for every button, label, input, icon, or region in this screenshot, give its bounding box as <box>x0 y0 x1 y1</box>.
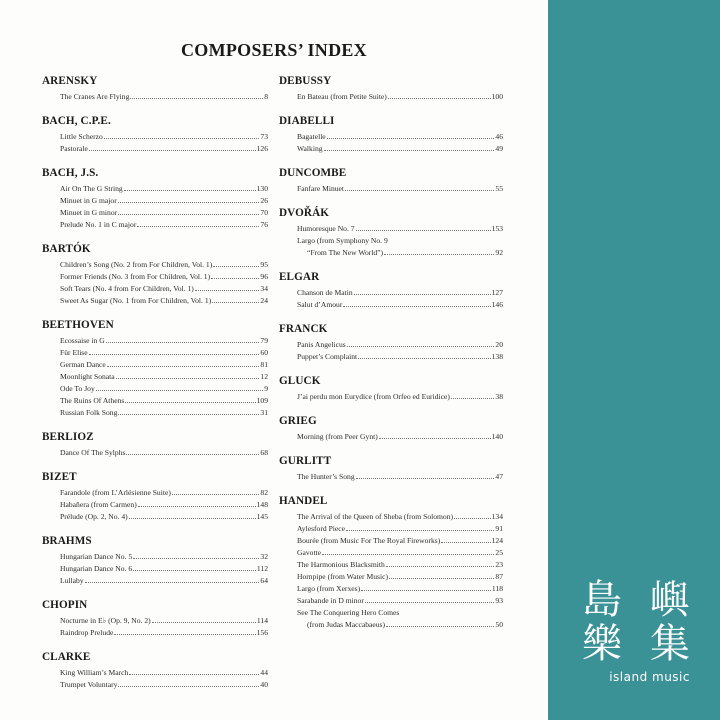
dot-leader <box>343 299 490 307</box>
piece-title: Dance Of The Sylphs <box>60 448 126 457</box>
logo-char: 嶼 <box>650 577 690 623</box>
composer-entry <box>279 74 503 103</box>
piece-title: Minuet in G minor <box>60 208 118 217</box>
piece-title: Bourée (from Music For The Royal Fireworks) <box>297 536 441 545</box>
dot-leader <box>130 91 263 99</box>
dot-leader <box>137 219 259 227</box>
page-number: 60 <box>260 348 268 357</box>
piece-row <box>279 583 503 595</box>
piece-row <box>42 207 268 219</box>
dot-leader <box>365 595 495 603</box>
piece-row <box>279 143 503 155</box>
piece-list <box>279 223 503 259</box>
piece-title: Prélude (Op. 2, No. 4) <box>60 512 128 521</box>
composer-name: CLARKE <box>42 651 91 663</box>
dot-leader <box>356 223 491 231</box>
dot-leader <box>451 391 495 399</box>
dot-leader <box>354 287 491 295</box>
page-number: 55 <box>495 184 503 193</box>
dot-leader <box>386 619 494 627</box>
composer-name: HANDEL <box>279 495 328 507</box>
piece-list <box>279 131 503 155</box>
island-music-logo <box>576 578 696 690</box>
composer-name: BERLIOZ <box>42 431 94 443</box>
dot-leader <box>118 407 259 415</box>
page-number: 47 <box>495 472 503 481</box>
piece-list <box>279 431 503 443</box>
page-number: 25 <box>495 548 503 557</box>
composer-entry <box>279 454 503 483</box>
piece-list <box>279 511 503 631</box>
piece-title: Salut d’Amour <box>297 300 343 309</box>
piece-list <box>279 471 503 483</box>
piece-title: Bagatelle <box>297 132 326 141</box>
piece-title: Pastorale <box>60 144 88 153</box>
piece-title: Walking <box>297 144 323 153</box>
piece-row <box>279 535 503 547</box>
page-number: 127 <box>491 288 503 297</box>
piece-title: The Arrival of the Queen of Sheba (from Solomon) <box>297 512 454 521</box>
piece-title: The Ruins Of Athens <box>60 396 125 405</box>
composer-name: ELGAR <box>279 271 320 283</box>
piece-title: King William’s March <box>60 668 129 677</box>
piece-title: Panis Angelicus <box>297 340 346 349</box>
page-number: 49 <box>495 144 503 153</box>
page-number: 79 <box>260 336 268 345</box>
dot-leader <box>125 395 255 403</box>
piece-title: Fanfare Minuet <box>297 184 345 193</box>
piece-row <box>42 383 268 395</box>
composer-entry <box>279 166 503 195</box>
dot-leader <box>106 335 260 343</box>
piece-row <box>42 551 268 563</box>
piece-row <box>42 295 268 307</box>
composer-entry <box>42 166 268 231</box>
page-number: 130 <box>256 184 268 193</box>
page-number: 95 <box>260 260 268 269</box>
piece-title: See The Conquering Hero Comes <box>297 608 400 617</box>
composer-entry <box>279 414 503 443</box>
dot-leader <box>152 615 256 623</box>
piece-row <box>42 371 268 383</box>
piece-row <box>279 471 503 483</box>
dot-leader <box>356 471 495 479</box>
page-number: 8 <box>264 92 268 101</box>
piece-title: “From The New World”) <box>307 248 384 257</box>
piece-title: The Cranes Are Flying <box>60 92 130 101</box>
composer-name: ARENSKY <box>42 75 98 87</box>
page-number: 50 <box>495 620 503 629</box>
piece-title: Humoresque No. 7 <box>297 224 355 233</box>
piece-list <box>42 551 268 587</box>
piece-list <box>42 183 268 231</box>
piece-title: Nocturne in E♭ (Op. 9, No. 2) <box>60 616 151 625</box>
page-number: 44 <box>260 668 268 677</box>
composer-name: DUNCOMBE <box>279 167 347 179</box>
composer-name: DIABELLI <box>279 115 335 127</box>
piece-title: J’ai perdu mon Eurydice (from Orfeo ed Euridice) <box>297 392 450 401</box>
piece-row <box>42 347 268 359</box>
piece-title: German Dance <box>60 360 106 369</box>
piece-title: Largo (from Symphony No. 9 <box>297 236 388 245</box>
composer-entry <box>279 494 503 631</box>
page-number: 32 <box>260 552 268 561</box>
page-number: 153 <box>491 224 503 233</box>
piece-title: Trumpet Voluntary <box>60 680 118 689</box>
dot-leader <box>441 535 490 543</box>
dot-leader <box>213 259 259 267</box>
logo-char: 島 <box>582 577 622 623</box>
piece-title: Largo (from Xerxes) <box>297 584 361 593</box>
dot-leader <box>89 347 260 355</box>
dot-leader <box>107 359 260 367</box>
composer-entry <box>42 534 268 587</box>
logo-subtitle: island music <box>609 670 690 684</box>
piece-row <box>42 91 268 103</box>
piece-row <box>279 91 503 103</box>
piece-row <box>42 131 268 143</box>
dot-leader <box>129 511 256 519</box>
right-column <box>279 74 503 631</box>
dot-leader <box>118 679 259 687</box>
piece-title: (from Judas Maccabaeus) <box>307 620 386 629</box>
piece-title: En Bateau (from Petite Suite) <box>297 92 387 101</box>
dot-leader <box>454 511 491 519</box>
page-number: 68 <box>260 448 268 457</box>
piece-title: The Hunter’s Song <box>297 472 355 481</box>
page-number: 34 <box>260 284 268 293</box>
composer-name: DEBUSSY <box>279 75 332 87</box>
composer-entry <box>42 74 268 103</box>
piece-row <box>42 575 268 587</box>
page-number: 134 <box>491 512 503 521</box>
dot-leader <box>114 627 255 635</box>
page-number: 100 <box>491 92 503 101</box>
composer-name: BRAHMS <box>42 535 92 547</box>
dot-leader <box>116 371 260 379</box>
piece-title: Minuet in G major <box>60 196 117 205</box>
piece-list <box>42 131 268 155</box>
piece-list <box>42 91 268 103</box>
page-number: 81 <box>260 360 268 369</box>
dot-leader <box>389 571 494 579</box>
dot-leader <box>361 583 491 591</box>
page-number: 96 <box>260 272 268 281</box>
composer-name: BACH, J.S. <box>42 167 99 179</box>
dot-leader <box>358 351 490 359</box>
dot-leader <box>124 183 256 191</box>
composer-entry <box>279 270 503 311</box>
dot-leader <box>126 447 259 455</box>
page-number: 140 <box>491 432 503 441</box>
page-number: 82 <box>260 488 268 497</box>
composer-entry <box>42 242 268 307</box>
piece-title: Sarabande in D minor <box>297 596 364 605</box>
dot-leader <box>345 183 494 191</box>
dot-leader <box>388 91 491 99</box>
piece-row <box>279 299 503 311</box>
page-number: 145 <box>256 512 268 521</box>
piece-row <box>279 523 503 535</box>
piece-list <box>42 615 268 639</box>
piece-title: Little Scherzo <box>60 132 103 141</box>
composer-name: FRANCK <box>279 323 328 335</box>
piece-title: Air On The G String <box>60 184 123 193</box>
piece-row <box>279 391 503 403</box>
dot-leader <box>322 547 494 555</box>
piece-title: Hornpipe (from Water Music) <box>297 572 388 581</box>
page-number: 87 <box>495 572 503 581</box>
piece-list <box>42 259 268 307</box>
dot-leader <box>138 499 256 507</box>
piece-title: Russian Folk Song <box>60 408 118 417</box>
piece-row <box>42 511 268 523</box>
piece-title: Morning (from Peer Gynt) <box>297 432 378 441</box>
piece-row <box>42 563 268 575</box>
dot-leader <box>195 283 260 291</box>
piece-row <box>279 547 503 559</box>
piece-title: Ode To Joy <box>60 384 95 393</box>
page-number: 112 <box>256 564 268 573</box>
page-number: 118 <box>491 584 503 593</box>
page-number: 148 <box>256 500 268 509</box>
page-number: 20 <box>495 340 503 349</box>
dot-leader <box>85 575 260 583</box>
piece-row <box>42 335 268 347</box>
left-column <box>42 74 268 691</box>
piece-row <box>279 571 503 583</box>
page-number: 91 <box>495 524 503 533</box>
piece-row <box>42 359 268 371</box>
piece-title: Ecossaise in G <box>60 336 105 345</box>
piece-row <box>42 283 268 295</box>
page-number: 46 <box>495 132 503 141</box>
composer-entry <box>42 470 268 523</box>
composer-name: GLUCK <box>279 375 321 387</box>
piece-row <box>279 607 503 619</box>
page-number: 124 <box>491 536 503 545</box>
piece-row <box>279 183 503 195</box>
piece-list <box>279 391 503 403</box>
piece-row <box>42 183 268 195</box>
page-number: 138 <box>491 352 503 361</box>
piece-row <box>279 131 503 143</box>
piece-row <box>42 395 268 407</box>
piece-title: Lullaby <box>60 576 84 585</box>
page-number: 12 <box>260 372 268 381</box>
piece-list <box>42 447 268 459</box>
piece-list <box>42 335 268 419</box>
piece-title: Soft Tears (No. 4 from For Children, Vol. 1) <box>60 284 194 293</box>
composer-name: GURLITT <box>279 455 332 467</box>
piece-row <box>42 627 268 639</box>
piece-row <box>279 351 503 363</box>
page-number: 9 <box>264 384 268 393</box>
dot-leader <box>133 563 256 571</box>
piece-row <box>279 287 503 299</box>
piece-list <box>279 183 503 195</box>
page-number: 26 <box>260 196 268 205</box>
composer-name: GRIEG <box>279 415 317 427</box>
composer-entry <box>279 206 503 259</box>
piece-row <box>279 247 503 259</box>
logo-row-top <box>576 578 696 622</box>
composer-entry <box>42 318 268 419</box>
piece-title: Sweet As Sugar (No. 1 from For Children, Vol. 1) <box>60 296 212 305</box>
dot-leader <box>104 131 260 139</box>
piece-title: Former Friends (No. 3 from For Children, Vol. 1) <box>60 272 211 281</box>
page-number: 38 <box>495 392 503 401</box>
page-number: 76 <box>260 220 268 229</box>
dot-leader <box>346 523 494 531</box>
composer-name: BARTÓK <box>42 243 91 255</box>
piece-row <box>42 219 268 231</box>
page-number: 23 <box>495 560 503 569</box>
piece-row <box>42 679 268 691</box>
piece-title: Moonlight Sonata <box>60 372 115 381</box>
composer-name: DVOŘÁK <box>279 207 330 219</box>
page-number: 93 <box>495 596 503 605</box>
page-number: 31 <box>260 408 268 417</box>
piece-row <box>42 195 268 207</box>
composer-name: BACH, C.P.E. <box>42 115 111 127</box>
page-title: COMPOSERS’ INDEX <box>181 40 367 60</box>
page-number: 114 <box>256 616 268 625</box>
dot-leader <box>118 195 260 203</box>
page-number: 40 <box>260 680 268 689</box>
piece-row <box>42 271 268 283</box>
composer-entry <box>42 114 268 155</box>
page-number: 92 <box>495 248 503 257</box>
dot-leader <box>327 131 495 139</box>
dot-leader <box>347 339 495 347</box>
piece-title: Für Elise <box>60 348 88 357</box>
composer-name: BIZET <box>42 471 77 483</box>
piece-title: Chanson de Matin <box>297 288 353 297</box>
piece-list <box>42 487 268 523</box>
dot-leader <box>118 207 259 215</box>
dot-leader <box>133 551 259 559</box>
piece-title: Prelude No. 1 in C major <box>60 220 137 229</box>
dot-leader <box>324 143 495 151</box>
piece-list <box>279 91 503 103</box>
piece-title: Farandole (from L’Arlésienne Suite) <box>60 488 171 497</box>
piece-row <box>279 559 503 571</box>
piece-row <box>279 339 503 351</box>
composer-entry <box>42 650 268 691</box>
piece-title: Hungarian Dance No. 6 <box>60 564 133 573</box>
piece-title: The Harmonious Blacksmith <box>297 560 385 569</box>
piece-row <box>279 235 503 247</box>
logo-char: 集 <box>650 621 690 667</box>
logo-row-bottom <box>576 622 696 666</box>
piece-row <box>42 667 268 679</box>
page-number: 146 <box>491 300 503 309</box>
page-number: 109 <box>256 396 268 405</box>
composer-name: BEETHOVEN <box>42 319 114 331</box>
piece-list <box>279 287 503 311</box>
piece-row <box>42 615 268 627</box>
dot-leader <box>212 295 259 303</box>
dot-leader <box>379 431 491 439</box>
page-number: 156 <box>256 628 268 637</box>
piece-row <box>279 431 503 443</box>
piece-title: Aylesford Piece <box>297 524 346 533</box>
page-number: 70 <box>260 208 268 217</box>
piece-row <box>42 259 268 271</box>
piece-row <box>279 511 503 523</box>
piece-title: Puppet’s Complaint <box>297 352 358 361</box>
dot-leader <box>172 487 260 495</box>
piece-title: Children’s Song (No. 2 from For Children, Vol. 1) <box>60 260 213 269</box>
piece-title: Raindrop Prelude <box>60 628 114 637</box>
piece-title: Gavotte <box>297 548 322 557</box>
composer-entry <box>42 598 268 639</box>
composer-entry <box>279 322 503 363</box>
piece-title: Habañera (from Carmen) <box>60 500 137 509</box>
dot-leader <box>96 383 263 391</box>
dot-leader <box>129 667 259 675</box>
page-number: 64 <box>260 576 268 585</box>
dot-leader <box>211 271 259 279</box>
page-number: 73 <box>260 132 268 141</box>
page-number: 24 <box>260 296 268 305</box>
piece-row <box>42 447 268 459</box>
piece-row <box>279 595 503 607</box>
dot-leader <box>89 143 256 151</box>
composer-entry <box>279 374 503 403</box>
dot-leader <box>386 559 495 567</box>
piece-title: Hungarian Dance No. 5 <box>60 552 133 561</box>
composer-entry <box>42 430 268 459</box>
piece-row <box>42 407 268 419</box>
composer-name: CHOPIN <box>42 599 88 611</box>
piece-row <box>42 143 268 155</box>
logo-char: 樂 <box>582 621 622 667</box>
page-number: 126 <box>256 144 268 153</box>
piece-row <box>42 487 268 499</box>
piece-row <box>42 499 268 511</box>
piece-list <box>279 339 503 363</box>
piece-list <box>42 667 268 691</box>
piece-row <box>279 223 503 235</box>
composer-entry <box>279 114 503 155</box>
dot-leader <box>384 247 494 255</box>
piece-row <box>279 619 503 631</box>
